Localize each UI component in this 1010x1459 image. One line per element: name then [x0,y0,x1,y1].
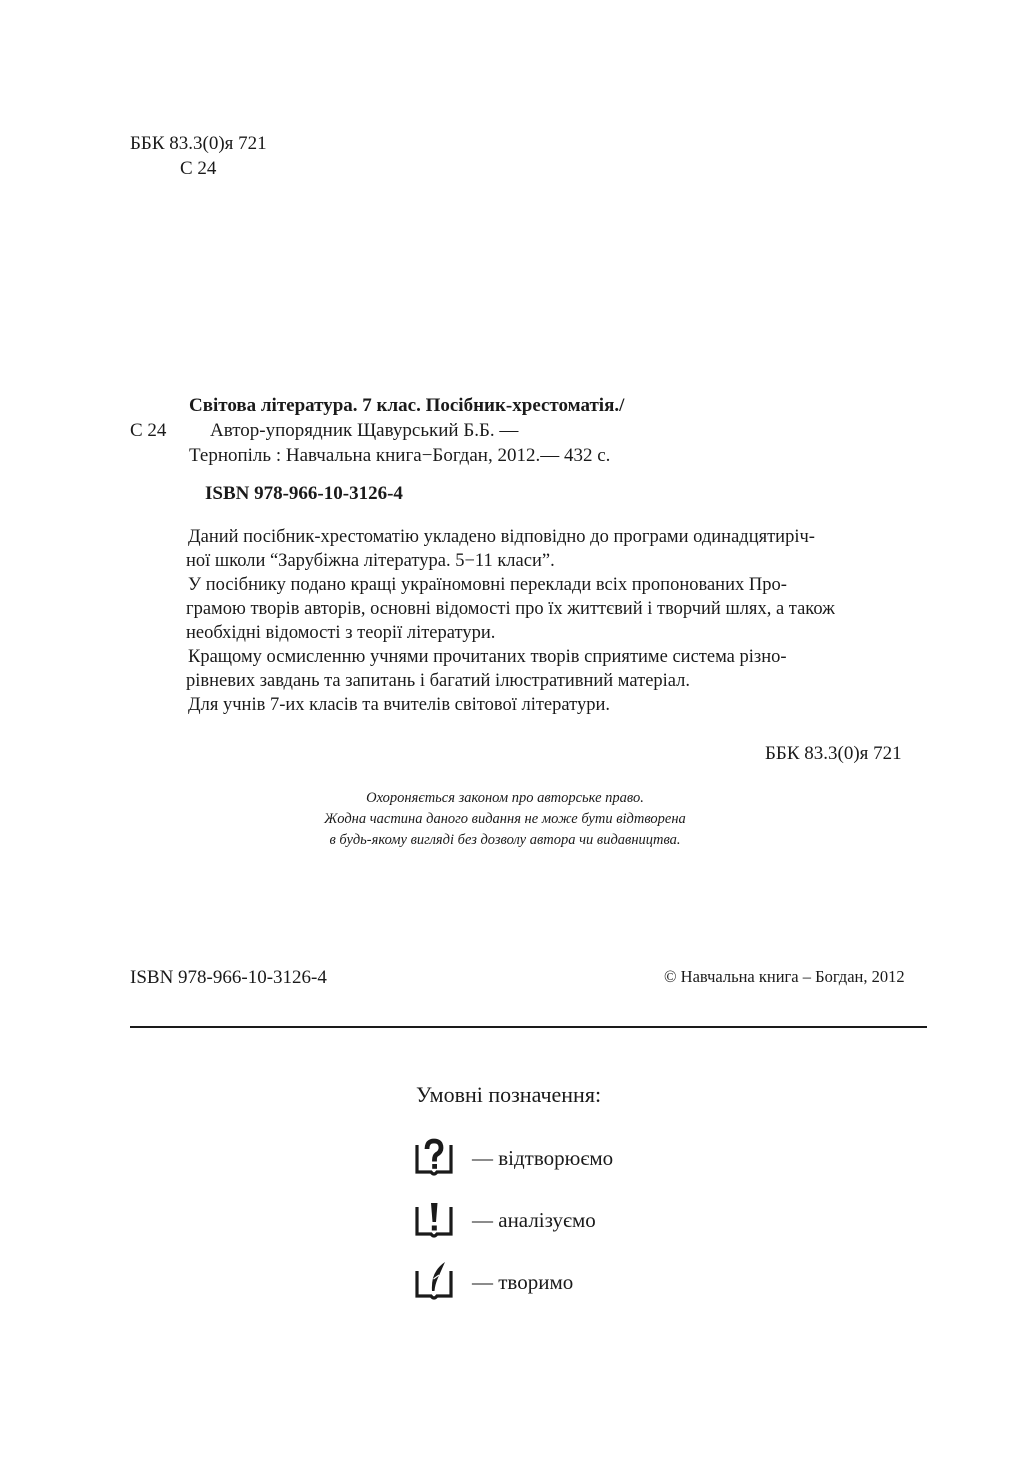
isbn-footer: ISBN 978-966-10-3126-4 [130,967,327,988]
notice-line: в будь-якому вигляді без дозволу автора чи видавництва. [329,832,681,848]
legend-item-create [414,1260,573,1304]
legend-item-reproduce [414,1136,613,1180]
bbk-code-right: ББК 83.3(0)я 721 [765,743,902,764]
isbn-bold: ISBN 978-966-10-3126-4 [205,483,403,504]
book-quill-icon [414,1262,454,1302]
author-mark-top: С 24 [180,158,217,179]
book-title-line: Світова література. 7 клас. Посібник-хрестоматія./ [189,395,625,416]
annotation-line: ної школи “Зарубіжна література. 5−11 класи”. [186,551,555,571]
bbk-code-top: ББК 83.3(0)я 721 [130,133,267,154]
book-exclamation-icon [414,1200,454,1240]
annotation-line: рівневих завдань та запитань і багатий ілюстративний матеріал. [186,671,691,691]
book-question-icon [414,1138,454,1178]
author-line: Автор-упорядник Щавурський Б.Б. — [210,420,519,441]
divider-rule [130,1026,927,1028]
publisher-copyright: © Навчальна книга – Богдан, 2012 [664,967,905,986]
publisher-line: Тернопіль : Навчальна книга−Богдан, 2012.— 432 с. [189,445,611,466]
legend-label: — творимо [472,1269,574,1294]
annotation-line: Кращому осмисленню учнями прочитаних творів сприятиме система різно- [188,647,787,667]
annotation-line: необхідні відомості з теорії літератури. [186,623,496,643]
notice-line: Охороняється законом про авторське право. [366,790,644,806]
copyright-notice [200,788,810,851]
legend-label: — відтворюємо [472,1145,614,1170]
legend-item-analyze [414,1198,596,1242]
legend-title: Умовні позначення: [416,1082,602,1107]
author-mark-left: С 24 [130,420,167,441]
annotation-line: Даний посібник-хрестоматію укладено відповідно до програми одинадцятиріч- [188,527,815,547]
annotation-line: Для учнів 7-их класів та вчителів світової літератури. [188,695,610,715]
legend-label: — аналізуємо [472,1207,596,1232]
annotation-line: У посібнику подано кращі україномовні переклади всіх пропонованих Про- [188,575,787,595]
notice-line: Жодна частина даного видання не може бути відтворена [324,811,686,827]
annotation-line: грамою творів авторів, основні відомості про їх життєвий і творчий шлях, а також [186,599,835,619]
